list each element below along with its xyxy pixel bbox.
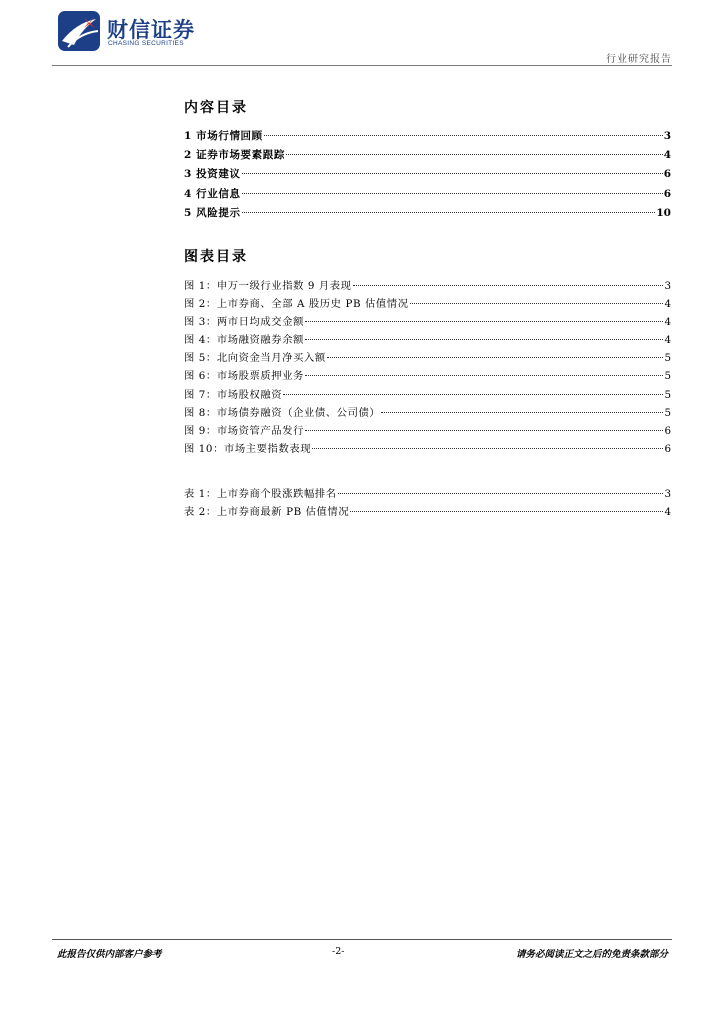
table-entry-page: 4 [664, 506, 671, 519]
toc-entry-label: 4 行业信息 [184, 187, 241, 200]
figure-entry-label: 图 3：两市日均成交金额 [184, 316, 304, 329]
dot-leader [410, 303, 664, 304]
figure-entry-label: 图 10：市场主要指数表现 [184, 442, 312, 455]
table-entry-label: 表 1：上市券商个股涨跌幅排名 [184, 488, 337, 500]
dot-leader [305, 375, 663, 376]
toc-entry-label: 1 市场行情回顾 [184, 130, 263, 142]
figure-entry[interactable] [184, 295, 671, 313]
table-entry[interactable] [184, 503, 671, 521]
table-entry-page: 3 [664, 488, 671, 500]
figure-entry[interactable] [184, 422, 671, 440]
figure-entry[interactable] [184, 277, 671, 295]
dot-leader [264, 135, 663, 136]
dot-leader [283, 394, 663, 395]
dot-leader [327, 357, 664, 358]
figure-entry[interactable] [184, 386, 671, 404]
dot-leader [305, 430, 663, 431]
figure-entry-page: 6 [664, 442, 671, 455]
toc-entry[interactable] [184, 147, 671, 166]
table-entry-label: 表 2：上市券商最新 PB 估值情况 [184, 506, 350, 519]
dot-leader [353, 285, 664, 286]
dot-leader [312, 448, 663, 449]
figure-entry[interactable] [184, 331, 671, 349]
figure-entry-page: 5 [664, 388, 671, 401]
tables-list [184, 485, 671, 521]
dot-leader [350, 511, 663, 512]
toc-entry-label: 5 风险提示 [184, 206, 241, 219]
figure-entry-label: 图 4：市场融资融券余额 [184, 334, 304, 347]
dot-leader [242, 212, 656, 213]
toc-entry[interactable] [184, 128, 671, 147]
toc-entry-label: 2 证券市场要素跟踪 [184, 149, 285, 162]
figure-entry[interactable] [184, 313, 671, 331]
table-entry[interactable] [184, 485, 671, 503]
header-divider [52, 65, 672, 66]
figure-entry-label: 图 1：申万一级行业指数 9 月表现 [184, 280, 352, 292]
figure-entry-page: 4 [664, 334, 671, 347]
figure-entry-label: 图 7：市场股权融资 [184, 388, 283, 401]
figure-entry-label: 图 8：市场债券融资（企业债、公司债） [184, 406, 381, 419]
dot-leader [305, 339, 663, 340]
figure-entry-label: 图 5：北向资金当月净买入额 [184, 352, 326, 365]
figure-entry-label: 图 6：市场股票质押业务 [184, 370, 304, 383]
contents-list [184, 128, 671, 224]
footer-disclaimer-left: 此报告仅供内部客户参考 [57, 949, 162, 960]
toc-entry-label: 3 投资建议 [184, 168, 241, 181]
logo-text-en: CHASING SECURITIES [108, 40, 184, 47]
toc-entry-page: 4 [663, 149, 671, 162]
figure-entry-page: 6 [664, 424, 671, 437]
report-type-label: 行业研究报告 [606, 54, 672, 65]
figure-entry-label: 图 2：上市券商、全部 A 股历史 PB 估值情况 [184, 298, 409, 311]
figure-entry-page: 3 [664, 280, 671, 292]
figure-entry[interactable] [184, 349, 671, 367]
dot-leader [242, 173, 663, 174]
dot-leader [305, 321, 663, 322]
figure-entry-page: 5 [664, 352, 671, 365]
figure-entry[interactable] [184, 440, 671, 458]
figure-entry[interactable] [184, 404, 671, 422]
page-number: -2- [332, 946, 345, 957]
footer-disclaimer-right: 请务必阅读正文之后的免责条款部分 [515, 949, 668, 960]
toc-entry-page: 10 [656, 206, 671, 219]
logo-text-cn: 财信证券 [107, 18, 195, 42]
company-logo [58, 11, 208, 51]
figure-entry-page: 5 [664, 370, 671, 383]
toc-entry[interactable] [184, 166, 671, 185]
contents-title: 内容目录 [184, 100, 248, 116]
company-logo-mark-icon [58, 11, 100, 51]
toc-entry-page: 3 [663, 130, 671, 142]
figures-list [184, 277, 671, 458]
figure-entry-page: 4 [664, 316, 671, 329]
figure-entry-label: 图 9：市场资管产品发行 [184, 424, 304, 437]
toc-entry[interactable] [184, 186, 671, 205]
figures-title: 图表目录 [184, 249, 248, 265]
toc-entry-page: 6 [663, 168, 671, 181]
dot-leader [381, 412, 663, 413]
dot-leader [338, 493, 664, 494]
dot-leader [286, 154, 663, 155]
dot-leader [242, 193, 663, 194]
footer-divider [52, 939, 672, 940]
figure-entry[interactable] [184, 367, 671, 385]
figure-entry-page: 5 [664, 406, 671, 419]
toc-entry[interactable] [184, 205, 671, 224]
figure-entry-page: 4 [664, 298, 671, 311]
toc-entry-page: 6 [663, 187, 671, 200]
